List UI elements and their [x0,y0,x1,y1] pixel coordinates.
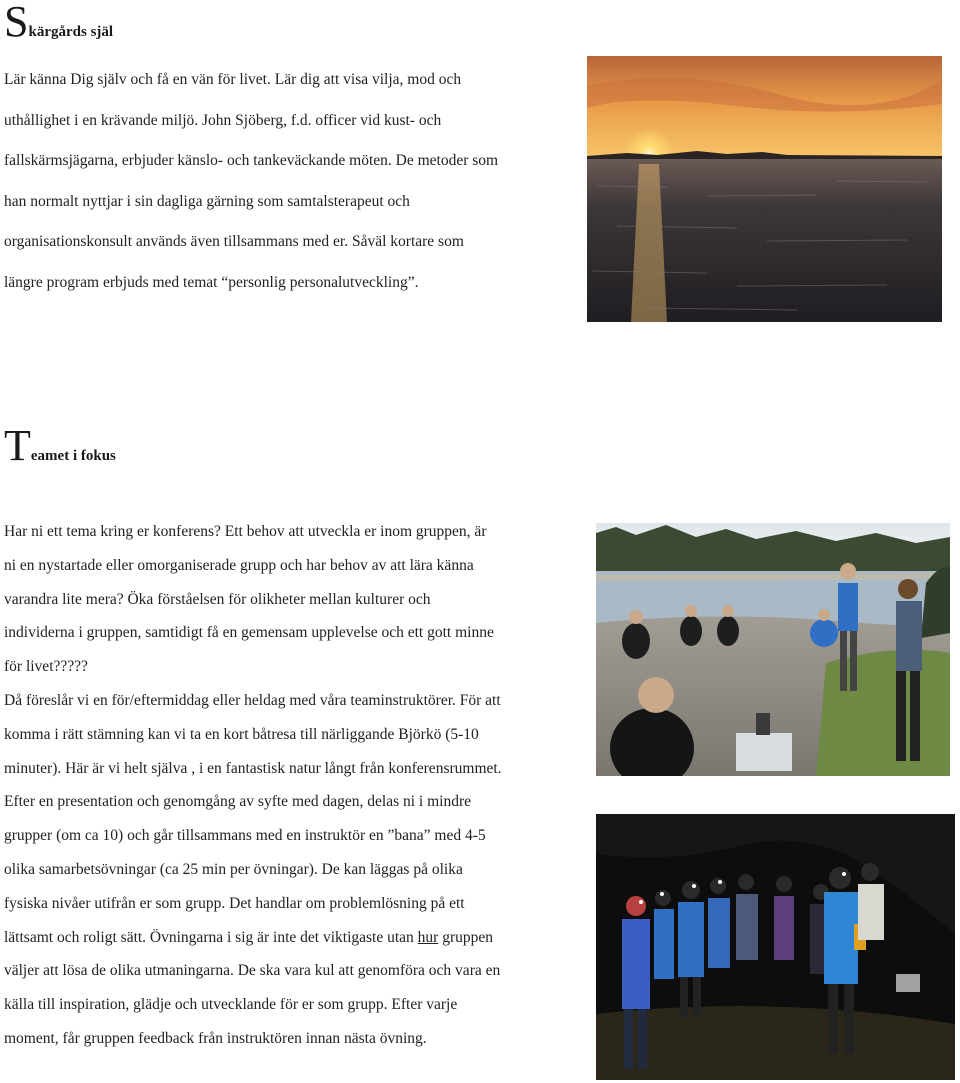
text-line: organisationskonsult används även tillsammans med er. Såväl kortare som [4,233,464,250]
heading-initial: S [4,0,29,46]
text-line [4,921,502,955]
intro-paragraph [4,60,498,303]
text-line: källa till inspiration, glädje och utvecklande för er som grupp. Efter varje [4,996,458,1014]
text-line: varandra lite mera? Öka förståelsen för olikheter mellan kulturer och [4,590,431,608]
group-outdoor-photo [596,523,950,776]
text-line: fallskärmsjägarna, erbjuder känslo- och tankeväckande möten. De metoder som [4,152,499,169]
underlined-word: hur [417,928,439,946]
text-line: minuter). Här är vi helt själva , i en fantastisk natur långt från konferensrummet. [4,759,502,777]
text-segment: lättsamt och roligt sätt. Övningarna i sig är inte det viktigaste utan [4,928,418,946]
text-line: individerna i gruppen, samtidigt få en gemensam upplevelse och ett gott minne [4,624,494,642]
text-line: Lär känna Dig själv och få en vän för livet. Lär dig att visa vilja, mod och [4,71,462,88]
heading-teamet-i-fokus [4,421,116,470]
text-line: väljer att lösa de olika utmaningarna. De ska vara kul att genomföra och vara en [4,962,501,980]
text-line: Då föreslår vi en för/eftermiddag eller heldag med våra teaminstruktörer. För att [4,691,501,709]
heading-initial: T [4,421,31,470]
text-line: komma i rätt stämning kan vi ta en kort båtresa till närliggande Björkö (5-10 [4,725,479,743]
text-line: Efter en presentation och genomgång av syfte med dagen, delas ni i mindre [4,793,471,811]
text-segment: gruppen [438,928,494,946]
text-line: ni en nystartade eller omorganiserade grupp och har behov av att lära känna [4,556,474,574]
text-line: han normalt nyttjar i sin dagliga gärning som samtalsterapeut och [4,192,410,210]
group-night-photo [596,814,955,1080]
text-line: moment, får gruppen feedback från instruktören innan nästa övning. [4,1029,427,1047]
text-line: för livet????? [4,658,88,676]
text-line: längre program erbjuds med temat “personlig personalutveckling”. [4,273,419,291]
sunset-photo [587,56,942,322]
team-paragraph [4,515,502,1056]
text-line: Har ni ett tema kring er konferens? Ett behov att utveckla er inom gruppen, är [4,523,487,540]
heading-skargards-sjal [4,0,113,44]
text-line: olika samarbetsövningar (ca 25 min per övningar). De kan läggas på olika [4,860,463,878]
heading-rest: eamet i fokus [30,448,116,464]
text-line: grupper (om ca 10) och går tillsammans med en instruktör en ”bana” med 4-5 [4,827,486,845]
text-line: uthållighet i en krävande miljö. John Sjöberg, f.d. officer vid kust- och [4,111,442,129]
text-line: fysiska nivåer utifrån er som grupp. Det handlar om problemlösning på ett [4,894,465,912]
heading-rest: kärgårds själ [28,24,114,40]
